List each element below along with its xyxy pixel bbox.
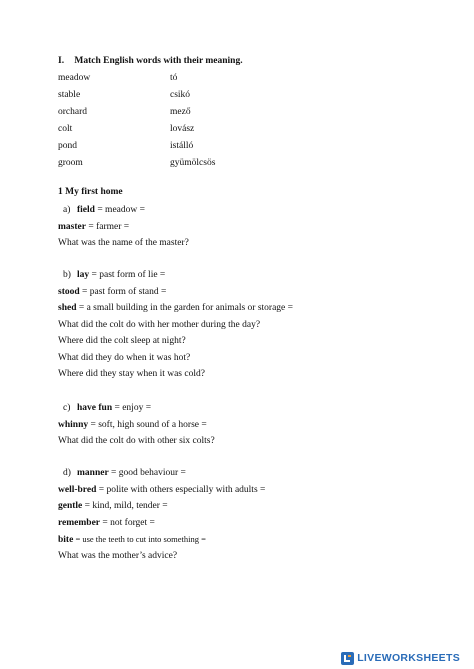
vocab-term: shed	[58, 303, 77, 313]
part-label: a)	[63, 205, 71, 215]
footer	[0, 647, 474, 669]
english-word: stable	[58, 90, 81, 100]
vocab-line	[58, 269, 293, 286]
question: What did they do when it was hot?	[58, 352, 191, 363]
question: Where did the colt sleep at night?	[58, 336, 186, 346]
vocab-line	[58, 517, 265, 534]
vocab-line	[58, 500, 265, 517]
vocab-definition: = soft, high sound of a horse =	[88, 419, 207, 430]
vocab-definition: = enjoy =	[112, 403, 152, 413]
vocab-line	[58, 484, 265, 501]
english-word: meadow	[58, 73, 91, 83]
vocab-term: stood	[58, 286, 80, 297]
question: Where did they stay when it was cold?	[58, 369, 205, 379]
vocab-line	[58, 286, 293, 303]
part-c	[58, 402, 215, 452]
vocab-term: manner	[77, 468, 109, 478]
hungarian-word: gyümölcsös	[170, 158, 216, 168]
exercise-heading	[58, 56, 243, 66]
match-row	[58, 123, 290, 140]
vocab-definition: = good behaviour =	[108, 468, 186, 478]
vocab-definition: = kind, mild, tender =	[82, 501, 168, 511]
match-table	[58, 72, 290, 174]
exercise-number: I.	[58, 56, 65, 66]
vocab-line	[58, 467, 265, 484]
brand-name: LIVEWORKSHEETS	[357, 652, 460, 664]
vocab-term: whinny	[58, 419, 89, 430]
vocab-definition: = past form of stand =	[79, 286, 167, 297]
vocab-definition: = farmer =	[85, 221, 130, 232]
english-word: orchard	[58, 107, 88, 117]
match-row	[58, 157, 290, 174]
vocab-definition: = polite with others especially with adults =	[96, 484, 266, 495]
hungarian-word: tó	[170, 73, 178, 83]
vocab-term: gentle	[58, 501, 83, 511]
vocab-line	[58, 221, 189, 238]
part-label: b)	[63, 270, 71, 280]
hungarian-word: csikó	[170, 90, 191, 100]
vocab-line	[58, 533, 265, 550]
vocab-definition: = past form of lie =	[89, 270, 166, 280]
vocab-term: master	[58, 221, 86, 232]
part-label: d)	[63, 468, 71, 478]
vocab-term: have fun	[77, 403, 113, 413]
part-b	[58, 269, 293, 385]
liveworksheets-logo	[341, 652, 460, 665]
exercise-title: Match English words with their meaning.	[74, 56, 243, 66]
hungarian-word: mező	[170, 107, 191, 117]
question: What was the name of the master?	[58, 238, 189, 248]
vocab-definition: = not forget =	[100, 517, 155, 528]
english-word: pond	[58, 141, 77, 151]
question: What did the colt do with her mother during the day?	[58, 319, 261, 330]
match-row	[58, 140, 290, 157]
vocab-line	[58, 204, 189, 221]
question: What was the mother’s advice?	[58, 550, 178, 561]
match-row	[58, 106, 290, 123]
part-d	[58, 467, 265, 566]
question: What did the colt do with other six colts?	[58, 436, 215, 446]
vocab-term: remember	[58, 517, 101, 528]
vocab-term: well-bred	[58, 484, 97, 495]
english-word: groom	[58, 158, 83, 168]
part-label: c)	[63, 403, 71, 413]
vocab-definition: = a small building in the garden for animals or storage =	[76, 303, 293, 313]
vocab-definition: = use the teeth to cut into something =	[73, 534, 206, 544]
worksheet-logo-icon	[341, 652, 354, 665]
hungarian-word: istálló	[170, 141, 194, 151]
vocab-term: field	[77, 205, 95, 215]
section-title: 1 My first home	[58, 187, 123, 197]
english-word: colt	[58, 124, 73, 134]
vocab-line	[58, 402, 215, 419]
vocab-line	[58, 419, 215, 436]
vocab-line	[58, 302, 293, 319]
hungarian-word: lovász	[170, 124, 195, 134]
match-row	[58, 72, 290, 89]
match-row	[58, 89, 290, 106]
part-a	[58, 204, 189, 254]
vocab-definition: = meadow =	[94, 205, 145, 215]
vocab-term: lay	[77, 270, 90, 280]
vocab-term: bite	[58, 535, 74, 545]
